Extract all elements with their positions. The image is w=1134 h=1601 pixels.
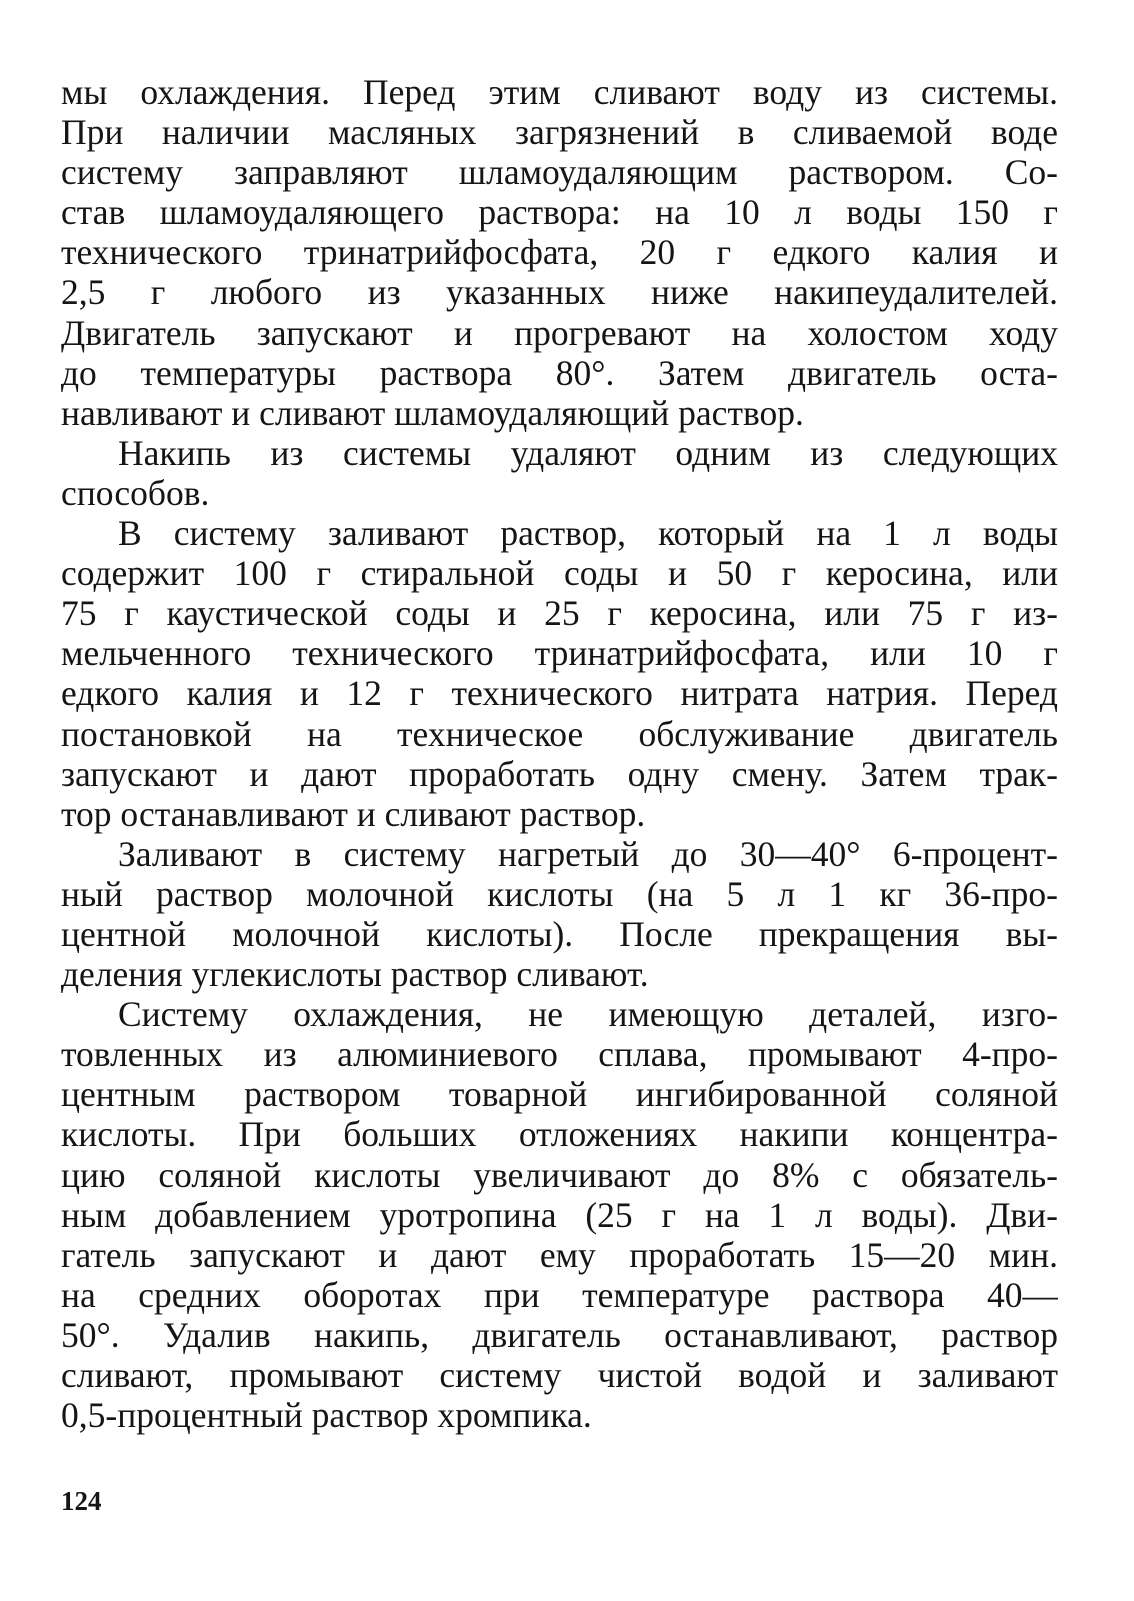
text-line: товленных из алюминиевого сплава, промывают 4-про-	[61, 1034, 1058, 1075]
text-line: Двигатель запускают и прогревают на холостом ходу	[61, 312, 1058, 353]
text-line: навливают и сливают шламоудаляющий раствор.	[61, 392, 804, 433]
text-line: 75 г каустической соды и 25 г керосина, или 75 г из-	[61, 593, 1058, 634]
text-line: цию соляной кислоты увеличивают до 8% с обязатель-	[61, 1154, 1058, 1195]
text-line: едкого калия и 12 г технического нитрата натрия. Перед	[61, 673, 1058, 714]
text-line: Систему охлаждения, не имеющую деталей, изго-	[118, 994, 1058, 1035]
body-text	[61, 72, 1058, 1435]
text-line: ным добавлением уротропина (25 г на 1 л воды). Дви-	[61, 1194, 1058, 1235]
text-line: 0,5-процентный раствор хромпика.	[61, 1395, 592, 1436]
text-line: на средних оборотах при температуре раствора 40—	[61, 1274, 1058, 1315]
text-line: содержит 100 г стиральной соды и 50 г керосина, или	[61, 553, 1058, 594]
text-line: 2,5 г любого из указанных ниже накипеудалителей.	[61, 272, 1058, 313]
text-line: мельченного технического тринатрийфосфата, или 10 г	[61, 633, 1058, 674]
text-line: способов.	[61, 472, 210, 513]
text-line: став шламоудаляющего раствора: на 10 л воды 150 г	[61, 192, 1058, 233]
text-line: сливают, промывают систему чистой водой и заливают	[61, 1355, 1058, 1395]
page-number: 124	[61, 1486, 102, 1516]
text-line: запускают и дают проработать одну смену. Затем трак-	[61, 753, 1058, 794]
text-line: деления углекислоты раствор сливают.	[61, 954, 649, 995]
text-line: до температуры раствора 80°. Затем двигатель оста-	[61, 352, 1058, 393]
text-line: ный раствор молочной кислоты (на 5 л 1 кг 36-про-	[61, 873, 1058, 914]
text-line: При наличии масляных загрязнений в сливаемой воде	[61, 112, 1058, 153]
text-line: тор останавливают и сливают раствор.	[61, 793, 646, 834]
text-line: центной молочной кислоты). После прекращения вы-	[61, 913, 1058, 954]
text-line: Заливают в систему нагретый до 30—40° 6-процент-	[118, 833, 1058, 874]
text-line: центным раствором товарной ингибированной соляной	[61, 1074, 1058, 1115]
text-line: гатель запускают и дают ему проработать 15—20 мин.	[61, 1234, 1058, 1275]
text-line: технического тринатрийфосфата, 20 г едкого калия и	[61, 232, 1058, 273]
text-line: В систему заливают раствор, который на 1 л воды	[118, 513, 1058, 554]
text-line: Накипь из системы удаляют одним из следующих	[118, 432, 1058, 473]
text-line: систему заправляют шламоудаляющим раствором. Со-	[61, 152, 1058, 193]
text-line: мы охлаждения. Перед этим сливают воду из системы.	[61, 72, 1058, 112]
text-line: кислоты. При больших отложениях накипи концентра-	[61, 1114, 1058, 1155]
text-line: 50°. Удалив накипь, двигатель останавливают, раствор	[61, 1314, 1058, 1355]
text-line: постановкой на техническое обслуживание двигатель	[61, 713, 1058, 754]
